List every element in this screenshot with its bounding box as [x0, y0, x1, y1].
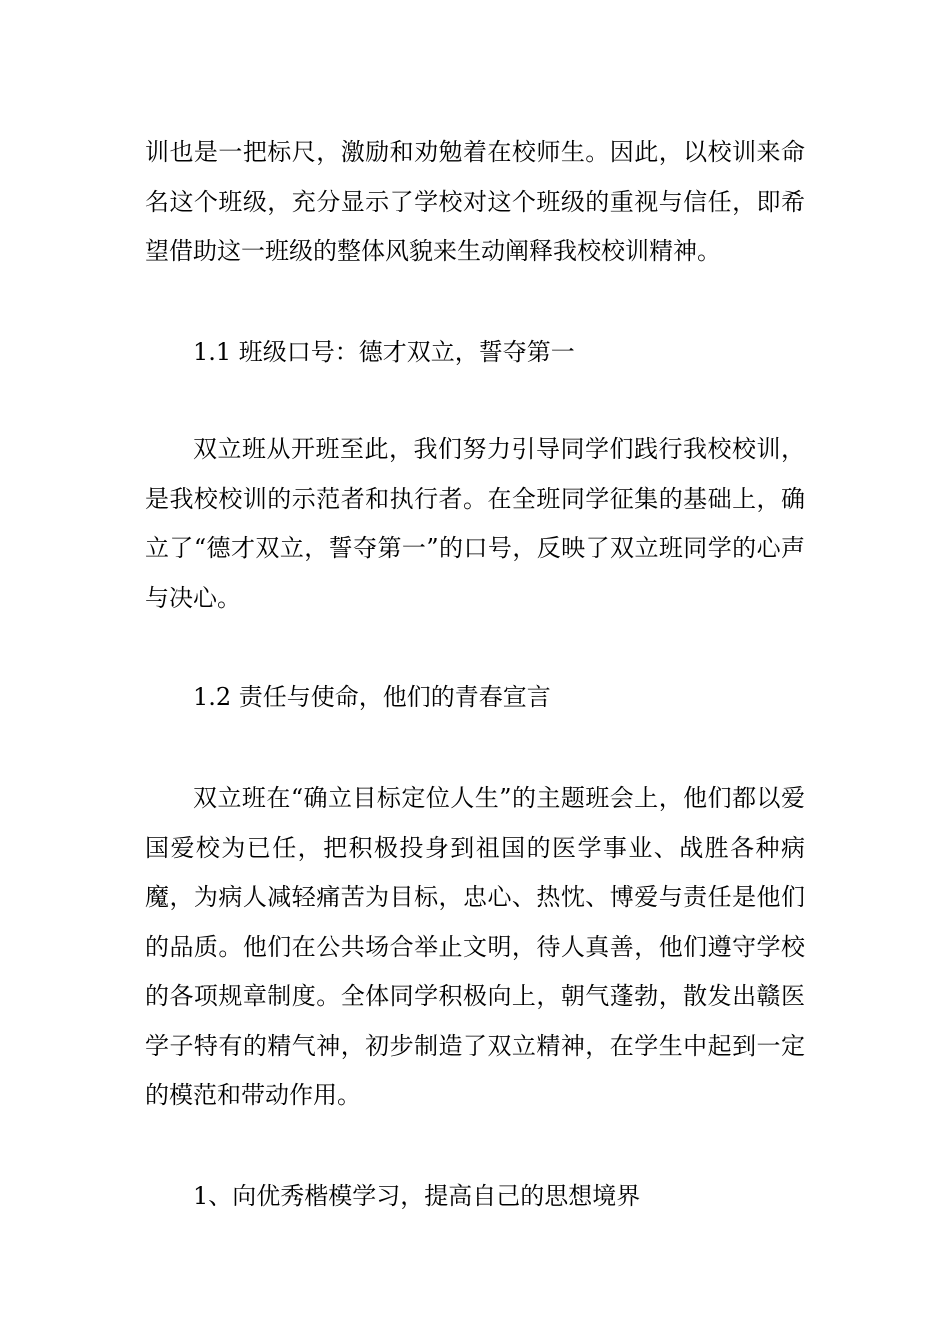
body-paragraph: 训也是一把标尺，激励和劝勉着在校师生。因此，以校训来命名这个班级，充分显示了学校对这个班级的重视与信任，即希望借助这一班级的整体风貌来生动阐释我校校训精神。 — [145, 138, 805, 265]
section-heading-1: 1、向优秀楷模学习，提高自己的思想境界 — [193, 1182, 641, 1210]
body-paragraph: 双立班从开班至此，我们努力引导同学们践行我校校训，是我校校训的示范者和执行者。在全班同学征集的基础上，确立了“德才双立，誓夺第一”的口号，反映了双立班同学的心声与决心。 — [145, 435, 805, 612]
body-paragraph: 双立班在“确立目标定位人生”的主题班会上，他们都以爱国爱校为已任，把积极投身到祖国的医学事业、战胜各种病魔，为病人减轻痛苦为目标，忠心、热忱、博爱与责任是他们的品质。他们在公共场合举止文明，待人真善，他们遵守学校的各项规章制度。全体同学积极向上，朝气蓬勃，散发出赣医学子特有的精气神，初步制造了双立精神，在学生中起到一定的模范和带动作用。 — [145, 784, 805, 1109]
section-heading-1-2: 1.2 责任与使命，他们的青春宣言 — [193, 683, 551, 711]
section-heading-1-1: 1.1 班级口号：德才双立，誓夺第一 — [193, 338, 575, 366]
